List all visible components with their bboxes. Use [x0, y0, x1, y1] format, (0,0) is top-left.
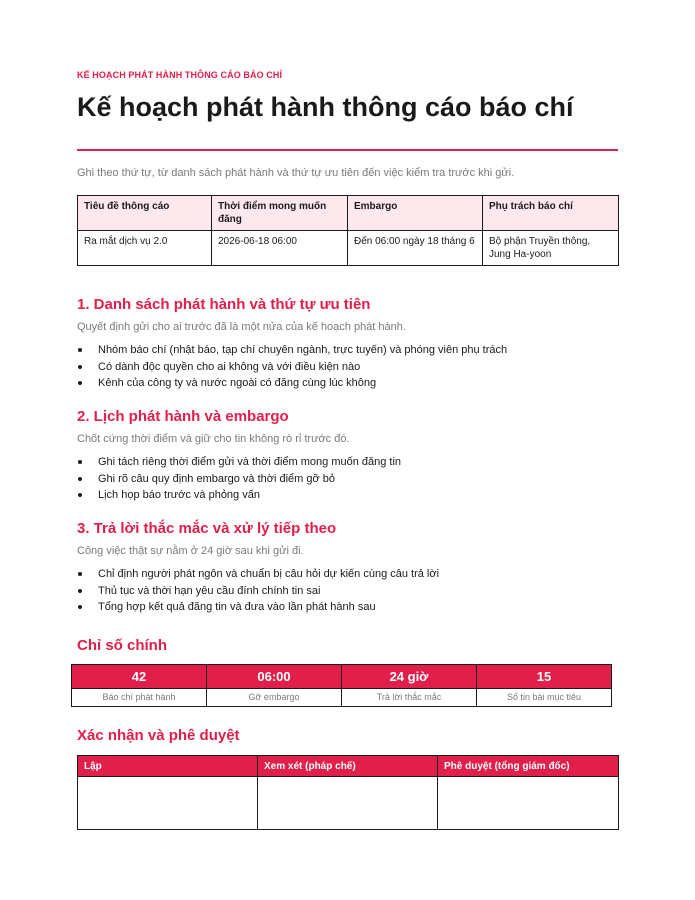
- metric-target-articles: [477, 665, 611, 706]
- list-item: Ghi tách riêng thời điểm gửi và thời điểm mong muốn đăng tin: [77, 454, 618, 471]
- signature-box-prepared[interactable]: [78, 777, 258, 830]
- summary-table-header-row: [78, 196, 619, 231]
- approval-header-prepared: Lập: [78, 756, 258, 777]
- approval-table: [77, 755, 619, 830]
- metric-label: Trả lời thắc mắc: [342, 688, 476, 706]
- metrics-heading: Chỉ số chính: [77, 637, 167, 654]
- list-item: Tổng hợp kết quả đăng tin và đưa vào lần phát hành sau: [77, 599, 618, 616]
- section-description: Công việc thật sự nằm ở 24 giờ sau khi gửi đi.: [77, 545, 304, 557]
- summary-header-title: Tiêu đề thông cáo: [78, 196, 212, 231]
- section-heading: 1. Danh sách phát hành và thứ tự ưu tiên: [77, 296, 371, 313]
- list-item: Kênh của công ty và nước ngoài có đăng cùng lúc không: [77, 375, 618, 392]
- bullet-list: [77, 454, 618, 504]
- approval-header-approved: Phê duyệt (tổng giám đốc): [438, 756, 619, 777]
- table-row: [78, 231, 619, 266]
- metric-label: Báo chí phát hành: [72, 688, 206, 706]
- bullet-list: [77, 566, 618, 616]
- document-title: Kế hoạch phát hành thông cáo báo chí: [77, 92, 574, 122]
- list-item: Có dành độc quyền cho ai không và với điều kiện nào: [77, 359, 618, 376]
- section-heading: 3. Trả lời thắc mắc và xử lý tiếp theo: [77, 520, 337, 537]
- metric-embargo-lift: [207, 665, 342, 706]
- metric-response-time: [342, 665, 477, 706]
- summary-header-embargo: Embargo: [348, 196, 483, 231]
- section-distribution: [77, 296, 618, 392]
- metric-label: Số tin bài mục tiêu: [477, 688, 611, 706]
- list-item: Lịch họp báo trước và phỏng vấn: [77, 487, 618, 504]
- signature-box-reviewed[interactable]: [258, 777, 438, 830]
- metric-value: 24 giờ: [342, 665, 476, 688]
- section-schedule-embargo: [77, 408, 618, 504]
- approval-header-reviewed: Xem xét (pháp chế): [258, 756, 438, 777]
- list-item: Ghi rõ câu quy định embargo và thời điểm gỡ bỏ: [77, 471, 618, 488]
- section-description: Chốt cứng thời điểm và giữ cho tin không rò rỉ trước đó.: [77, 433, 350, 445]
- list-item: Chỉ định người phát ngôn và chuẩn bị câu hỏi dự kiến cùng câu trả lời: [77, 566, 618, 583]
- section-heading: 2. Lịch phát hành và embargo: [77, 408, 289, 425]
- intro-text: Ghi theo thứ tự, từ danh sách phát hành và thứ tự ưu tiên đến việc kiểm tra trước khi gửi.: [77, 167, 515, 179]
- signature-box-approved[interactable]: [438, 777, 619, 830]
- metric-value: 42: [72, 665, 206, 688]
- approval-header-row: [78, 756, 619, 777]
- title-divider: [77, 149, 618, 151]
- approval-heading: Xác nhận và phê duyệt: [77, 727, 240, 744]
- section-description: Quyết định gửi cho ai trước đã là một nửa của kế hoạch phát hành.: [77, 321, 406, 333]
- section-inquiries-followup: [77, 520, 618, 616]
- document-kicker: KẾ HOẠCH PHÁT HÀNH THÔNG CÁO BÁO CHÍ: [77, 70, 283, 80]
- summary-header-press-contact: Phụ trách báo chí: [483, 196, 619, 231]
- metric-value: 15: [477, 665, 611, 688]
- summary-cell-press-contact: Bộ phận Truyền thông, Jung Ha-yoon: [483, 231, 619, 266]
- metric-value: 06:00: [207, 665, 341, 688]
- summary-cell-publish-time: 2026-06-18 06:00: [212, 231, 348, 266]
- summary-cell-title: Ra mắt dịch vụ 2.0: [78, 231, 212, 266]
- metric-recipients: [72, 665, 207, 706]
- list-item: Thủ tục và thời hạn yêu cầu đính chính tin sai: [77, 583, 618, 600]
- summary-table: [77, 195, 619, 266]
- metric-label: Gỡ embargo: [207, 688, 341, 706]
- bullet-list: [77, 342, 618, 392]
- key-metrics-strip: [71, 664, 612, 707]
- summary-header-publish-time: Thời điểm mong muốn đăng: [212, 196, 348, 231]
- summary-cell-embargo: Đến 06:00 ngày 18 tháng 6: [348, 231, 483, 266]
- approval-signature-row: [78, 777, 619, 830]
- list-item: Nhóm báo chí (nhật báo, tạp chí chuyên ngành, trực tuyến) và phóng viên phụ trách: [77, 342, 618, 359]
